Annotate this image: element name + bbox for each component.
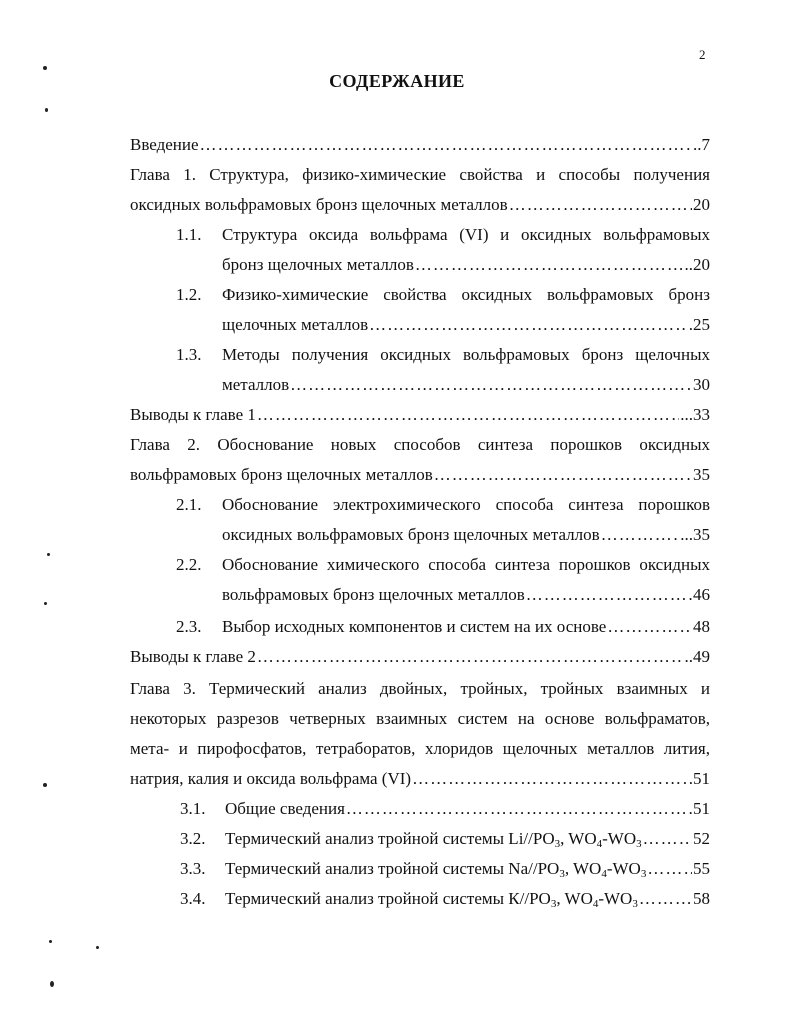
toc-section-2-2-line-1[interactable]: Обоснование химического способа синтеза порошков оксидных xyxy=(222,555,710,574)
toc-chapter-2-line-1[interactable]: Глава 2. Обоснование новых способов синтеза порошков оксидных xyxy=(130,435,710,454)
toc-entry-page: .25 xyxy=(688,315,710,334)
toc-entry-text: вольфрамовых бронз щелочных металлов xyxy=(130,465,433,484)
section-number: 1.2. xyxy=(176,285,202,304)
toc-entry-text: вольфрамовых бронз щелочных металлов xyxy=(222,585,525,604)
toc-section-2-2-line-2[interactable] xyxy=(222,584,710,606)
toc-section-1-3-line-2[interactable] xyxy=(222,374,710,396)
toc-entry-text: Введение xyxy=(130,135,199,154)
dot-leader xyxy=(526,584,692,606)
section-number: 2.2. xyxy=(176,555,202,574)
toc-chapter-1-line-1[interactable]: Глава 1. Структура, физико-химические свойства и способы получения xyxy=(130,165,710,184)
toc-entry-page: .51 xyxy=(688,769,710,788)
scan-speck xyxy=(43,66,47,70)
toc-entry-text: Термический анализ тройной системы $К//PO_3$, $WO_4-WO_3$ xyxy=(225,889,638,910)
toc-entry-text: Общие сведения xyxy=(225,799,345,818)
dot-leader xyxy=(643,828,692,850)
dot-leader xyxy=(346,798,692,820)
section-number: 2.3. xyxy=(176,617,202,636)
scan-speck xyxy=(49,940,52,943)
toc-entry-text: Термический анализ тройной системы $Na//PO_3$, $WO_4-WO_3$ xyxy=(225,859,647,880)
toc-entry-page: 52 xyxy=(693,829,710,848)
section-number: 3.4. xyxy=(180,889,206,908)
toc-section-1-3-line-1[interactable]: Методы получения оксидных вольфрамовых бронз щелочных xyxy=(222,345,710,364)
scan-speck xyxy=(44,602,47,605)
dot-leader xyxy=(509,194,692,216)
dot-leader xyxy=(369,314,688,336)
toc-section-3-4[interactable] xyxy=(225,888,710,910)
toc-section-2-1-line-1[interactable]: Обоснование электрохимического способа синтеза порошков xyxy=(222,495,710,514)
dot-leader xyxy=(257,404,679,426)
scan-speck xyxy=(45,108,48,112)
toc-entry-text: бронз щелочных металлов xyxy=(222,255,414,274)
toc-chapter-3-line-4[interactable] xyxy=(130,768,710,790)
dot-leader xyxy=(200,134,692,156)
section-number: 3.1. xyxy=(180,799,206,818)
toc-entry-page: 58 xyxy=(693,889,710,908)
toc-entry-text: Выводы к главе 1 xyxy=(130,405,256,424)
toc-entry-page: ...33 xyxy=(680,405,710,424)
section-number: 3.3. xyxy=(180,859,206,878)
toc-entry-text: щелочных металлов xyxy=(222,315,369,334)
toc-section-1-2-line-1[interactable]: Физико-химические свойства оксидных вольфрамовых бронз xyxy=(222,285,710,304)
dot-leader xyxy=(257,646,684,668)
dot-leader xyxy=(412,768,688,790)
page-number: 2 xyxy=(699,47,706,62)
section-number: 2.1. xyxy=(176,495,202,514)
toc-entry-text: Выводы к главе 2 xyxy=(130,647,256,666)
toc-entry-page: 30 xyxy=(693,375,710,394)
scan-speck xyxy=(47,553,50,556)
toc-entry-text: оксидных вольфрамовых бронз щелочных металлов xyxy=(130,195,508,214)
toc-chapter-2-line-2[interactable] xyxy=(130,464,710,486)
toc-section-2-3[interactable] xyxy=(222,616,710,638)
section-number: 3.2. xyxy=(180,829,206,848)
toc-entry-text: металлов xyxy=(222,375,290,394)
toc-entry-intro[interactable] xyxy=(130,134,710,156)
toc-entry-conclusions-2[interactable] xyxy=(130,646,710,668)
scan-speck xyxy=(50,981,54,987)
section-number: 1.1. xyxy=(176,225,202,244)
toc-entry-page: 51 xyxy=(693,799,710,818)
toc-entry-page: ..49 xyxy=(684,647,710,666)
section-number: 1.3. xyxy=(176,345,202,364)
toc-chapter-1-line-2[interactable] xyxy=(130,194,710,216)
toc-section-1-2-line-2[interactable] xyxy=(222,314,710,336)
dot-leader xyxy=(639,888,692,910)
toc-entry-page: 55 xyxy=(693,859,710,878)
dot-leader xyxy=(290,374,692,396)
toc-entry-page: 20 xyxy=(693,195,710,214)
toc-entry-page: ...35 xyxy=(680,525,710,544)
toc-entry-page: 48 xyxy=(693,617,710,636)
toc-entry-text: Выбор исходных компонентов и систем на их основе xyxy=(222,617,607,636)
dot-leader xyxy=(415,254,684,276)
toc-entry-text: Термический анализ тройной системы $Li//PO_3$, $WO_4-WO_3$ xyxy=(225,829,642,850)
dot-leader xyxy=(601,524,680,546)
scan-speck xyxy=(96,946,99,949)
toc-section-1-1-line-1[interactable]: Структура оксида вольфрама (VI) и оксидных вольфрамовых xyxy=(222,225,710,244)
toc-chapter-3-line-1[interactable]: Глава 3. Термический анализ двойных, тройных, тройных взаимных и xyxy=(130,679,710,698)
toc-section-3-3[interactable] xyxy=(225,858,710,880)
toc-entry-page: ..7 xyxy=(693,135,710,154)
toc-chapter-3-line-3[interactable]: мета- и пирофосфатов, тетраборатов, хлоридов щелочных металлов лития, xyxy=(130,739,710,758)
toc-entry-page: 46 xyxy=(693,585,710,604)
toc-section-2-1-line-2[interactable] xyxy=(222,524,710,546)
toc-entry-text: оксидных вольфрамовых бронз щелочных металлов xyxy=(222,525,600,544)
toc-chapter-3-line-2[interactable]: некоторых разрезов четверных взаимных систем на основе вольфраматов, xyxy=(130,709,710,728)
dot-leader xyxy=(647,858,692,880)
scan-speck xyxy=(43,783,47,787)
toc-title: СОДЕРЖАНИЕ xyxy=(329,71,465,91)
toc-entry-page: 35 xyxy=(693,465,710,484)
toc-section-3-2[interactable] xyxy=(225,828,710,850)
toc-section-1-1-line-2[interactable] xyxy=(222,254,710,276)
toc-entry-text: натрия, калия и оксида вольфрама (VI) xyxy=(130,769,412,788)
dot-leader xyxy=(434,464,692,486)
toc-entry-conclusions-1[interactable] xyxy=(130,404,710,426)
dot-leader xyxy=(607,616,692,638)
toc-entry-page: ..20 xyxy=(684,255,710,274)
toc-section-3-1[interactable] xyxy=(225,798,710,820)
